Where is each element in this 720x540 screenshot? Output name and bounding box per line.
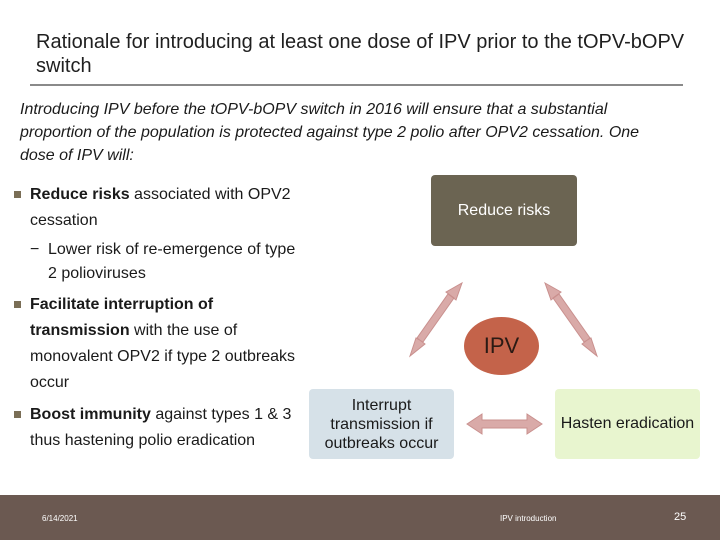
footer-title: IPV introduction: [500, 514, 557, 523]
sub-bullet-dash: −: [30, 241, 40, 258]
hasten-eradication-box: Hasten eradication: [555, 389, 700, 459]
page-number: 25: [674, 511, 687, 523]
bullet-text: against types 1 & 3 thus hastening polio eradication: [30, 406, 292, 449]
bullet-text: with the use of monovalent OPV2 if type 2 outbreaks occur: [30, 322, 296, 391]
bullet-bold-text: Reduce risks: [30, 186, 130, 203]
intro-text: Introducing IPV before the tOPV-bOPV switch in 2016 will ensure that a substantial proportion of the population is protected against type 2 polio after OPV2 cessation. One dose of IPV will:: [20, 101, 640, 164]
sub-bullet-text: Lower risk of re-emergence of type 2 polioviruses: [48, 241, 296, 282]
double-arrow-icon: [410, 283, 462, 356]
interrupt-transmission-box: Interrupt transmission if outbreaks occur: [309, 389, 454, 459]
bullet-text: associated with OPV2 cessation: [30, 186, 291, 229]
bullet-bold-text: Boost immunity: [30, 406, 151, 423]
ipv-circle: IPV: [464, 317, 539, 375]
bullet-bold-text: Facilitate interruption of transmission: [30, 296, 214, 339]
slide-title: Rationale for introducing at least one dose of IPV prior to the tOPV-bOPV switch: [36, 31, 685, 77]
reduce-risks-box: Reduce risks: [431, 175, 577, 246]
footer-bar: [0, 495, 720, 540]
double-arrow-icon: [467, 414, 542, 434]
double-arrow-icon: [545, 283, 597, 356]
footer-date: 6/14/2021: [42, 514, 78, 523]
